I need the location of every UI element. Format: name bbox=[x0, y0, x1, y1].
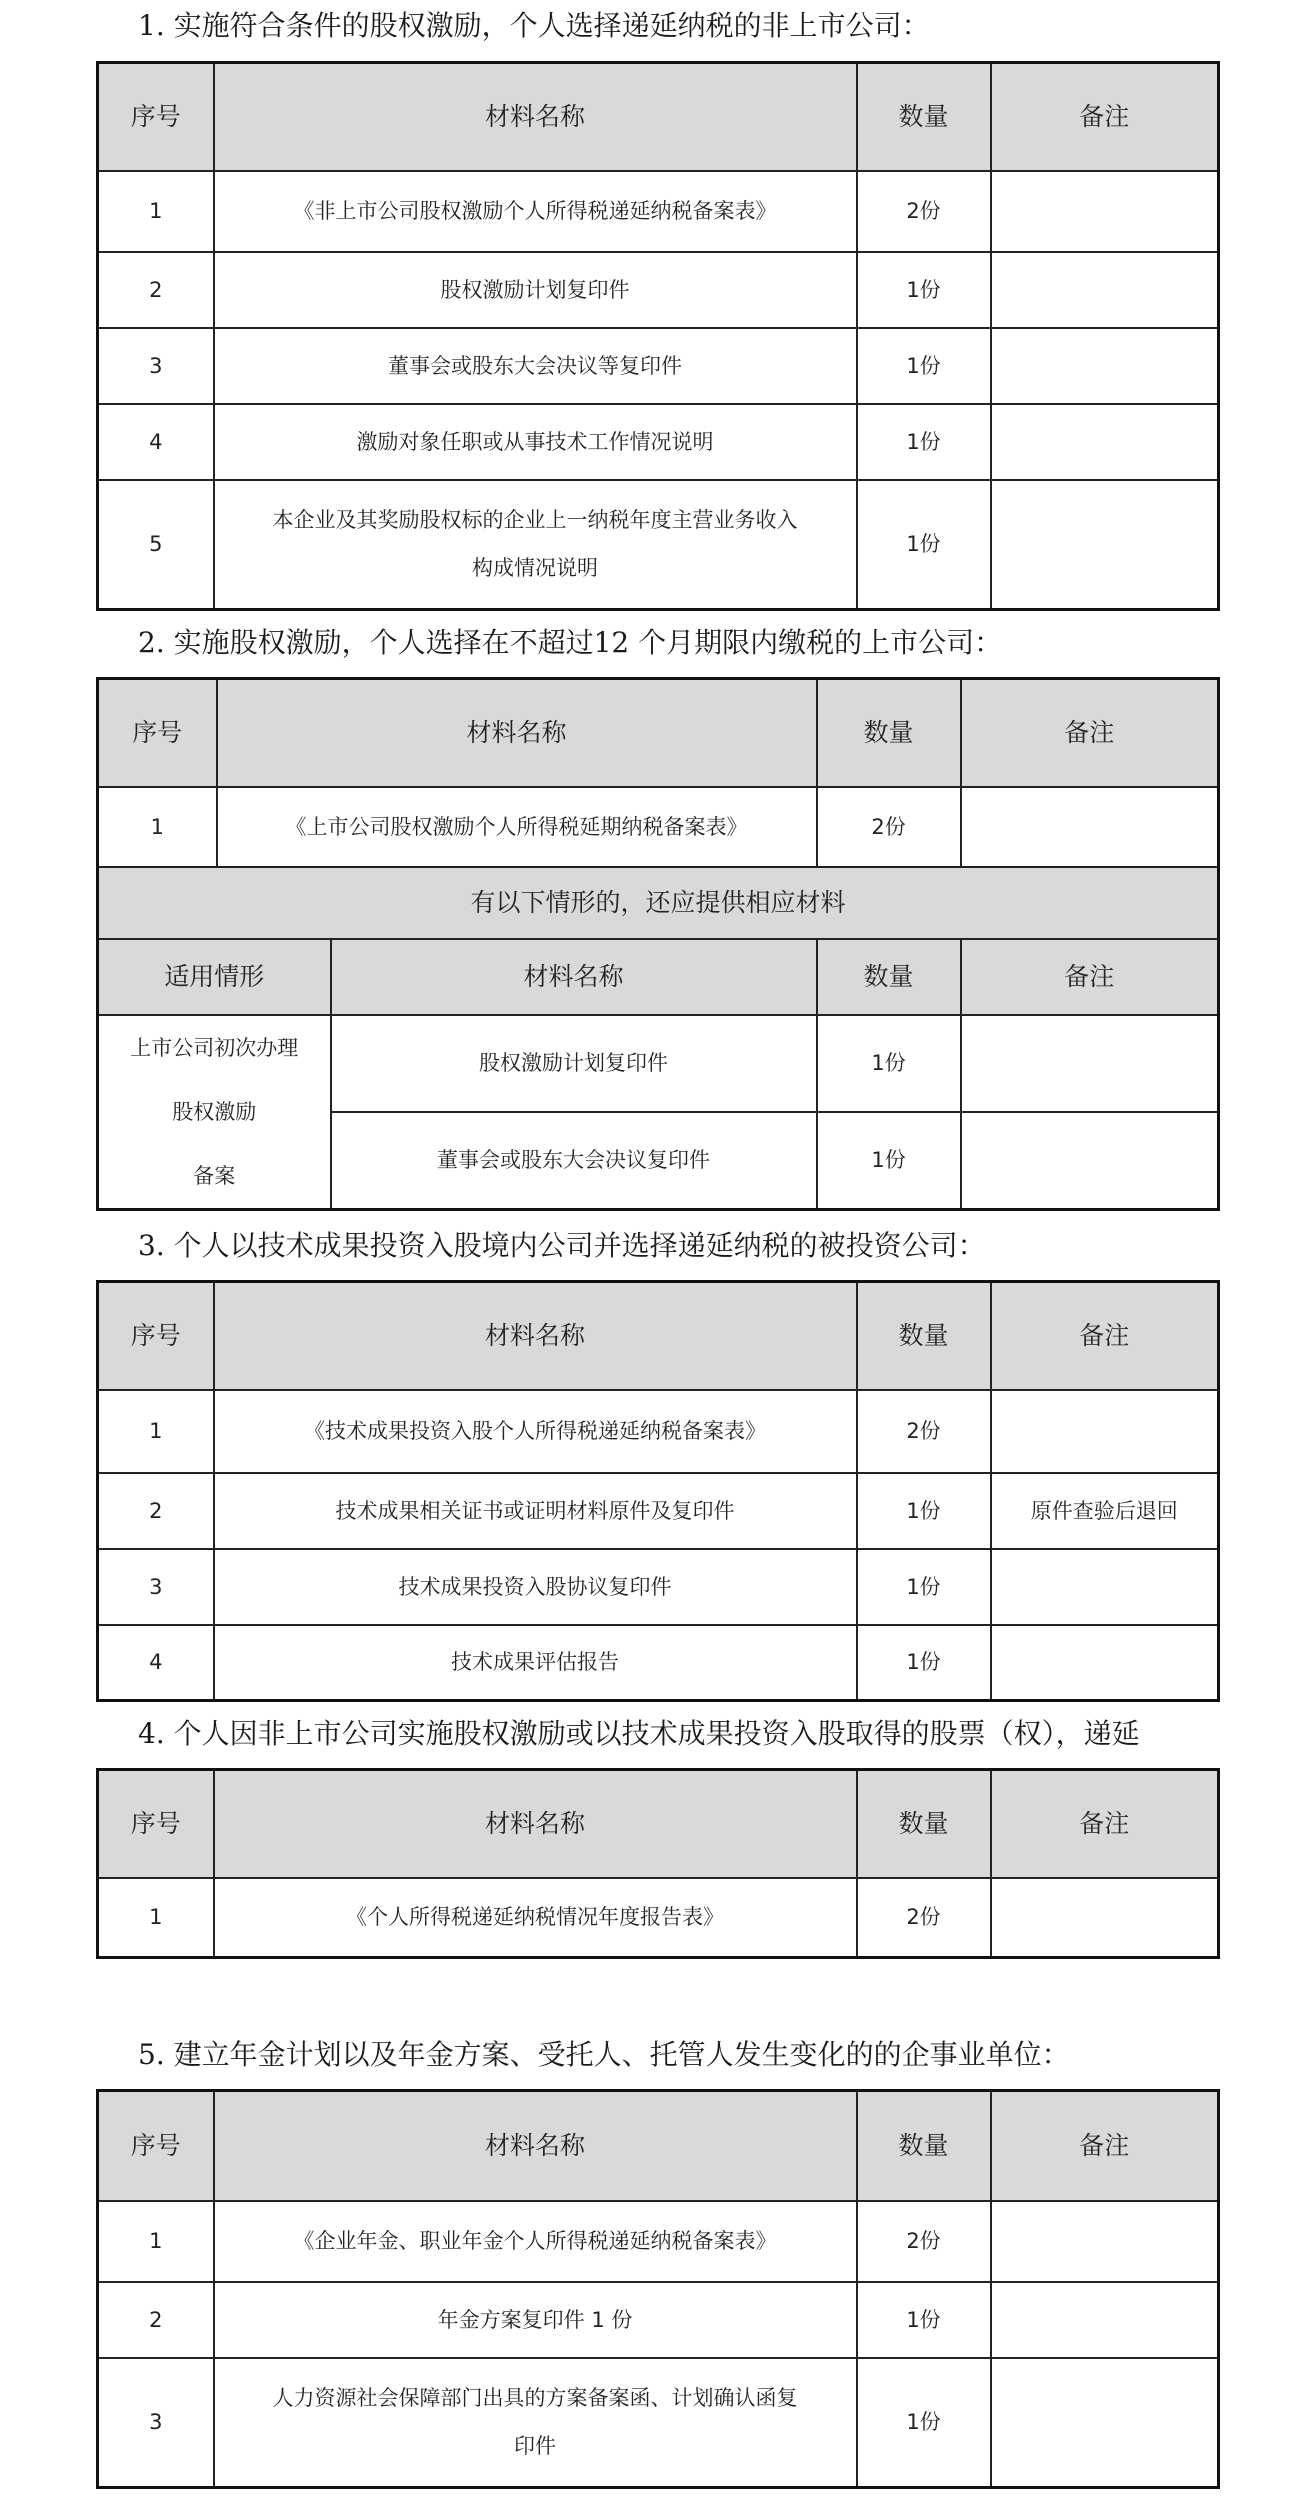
row-qty: 2份 bbox=[857, 1390, 991, 1473]
table-row bbox=[98, 2282, 1219, 2358]
row-note bbox=[991, 1390, 1219, 1473]
row-note bbox=[961, 787, 1219, 867]
row-note bbox=[991, 252, 1219, 328]
row-name: 《上市公司股权激励个人所得税延期纳税备案表》 bbox=[217, 787, 817, 867]
section-3-table bbox=[96, 1280, 1220, 1702]
row-name: 股权激励计划复印件 bbox=[214, 252, 857, 328]
row-qty: 1份 bbox=[857, 404, 991, 480]
row-note bbox=[991, 2358, 1219, 2488]
row-name bbox=[214, 2358, 857, 2488]
table-row bbox=[98, 1878, 1219, 1958]
row-qty: 2份 bbox=[817, 787, 961, 867]
section-2-heading: 2. 实施股权激励，个人选择在不超过12 个月期限内缴税的上市公司： bbox=[138, 626, 1003, 659]
row-qty: 1份 bbox=[857, 480, 991, 610]
table-row bbox=[98, 1390, 1219, 1473]
section-1-table bbox=[96, 61, 1220, 611]
scenario-cell bbox=[98, 1015, 331, 1210]
row-note bbox=[991, 1625, 1219, 1701]
header-qty: 数量 bbox=[857, 1770, 991, 1878]
row-note bbox=[991, 328, 1219, 404]
table-row bbox=[98, 787, 1219, 867]
row-name-line: 本企业及其奖励股权标的企业上一纳税年度主营业务收入 bbox=[272, 508, 798, 533]
scenario-line: 备案 bbox=[193, 1163, 236, 1188]
section-5-heading: 5. 建立年金计划以及年金方案、受托人、托管人发生变化的的企事业单位： bbox=[138, 2038, 1070, 2071]
header-qty: 数量 bbox=[857, 2091, 991, 2201]
row-name-line: 人力资源社会保障部门出具的方案备案函、计划确认函复 bbox=[272, 2386, 798, 2411]
table-row bbox=[98, 328, 1219, 404]
row-note bbox=[991, 2282, 1219, 2358]
row-seq: 1 bbox=[98, 1390, 214, 1473]
row-qty: 1份 bbox=[857, 1473, 991, 1549]
table-header-row bbox=[98, 1282, 1219, 1390]
row-seq: 2 bbox=[98, 2282, 214, 2358]
row-qty: 1份 bbox=[857, 1625, 991, 1701]
row-seq: 1 bbox=[98, 1878, 214, 1958]
row-seq: 1 bbox=[98, 2201, 214, 2282]
table-header-row bbox=[98, 1770, 1219, 1878]
row-seq: 5 bbox=[98, 480, 214, 610]
table-row bbox=[98, 2201, 1219, 2282]
row-note: 原件查验后退回 bbox=[991, 1473, 1219, 1549]
header-seq: 序号 bbox=[98, 679, 217, 787]
section-1-heading: 1. 实施符合条件的股权激励，个人选择递延纳税的非上市公司： bbox=[138, 9, 930, 42]
row-name: 董事会或股东大会决议等复印件 bbox=[214, 328, 857, 404]
row-note bbox=[961, 1112, 1219, 1210]
table-row bbox=[98, 480, 1219, 610]
table-header-row bbox=[98, 679, 1219, 787]
header-name: 材料名称 bbox=[214, 2091, 857, 2201]
section-2-table bbox=[96, 677, 1220, 1211]
row-name: 《技术成果投资入股个人所得税递延纳税备案表》 bbox=[214, 1390, 857, 1473]
header-name: 材料名称 bbox=[217, 679, 817, 787]
table-row bbox=[98, 252, 1219, 328]
row-name-line: 构成情况说明 bbox=[472, 556, 598, 581]
row-name: 股权激励计划复印件 bbox=[331, 1015, 817, 1112]
row-qty: 1份 bbox=[857, 2282, 991, 2358]
header-qty: 数量 bbox=[857, 1282, 991, 1390]
table-row bbox=[98, 171, 1219, 252]
header-name: 材料名称 bbox=[214, 63, 857, 171]
header-seq: 序号 bbox=[98, 2091, 214, 2201]
row-seq: 3 bbox=[98, 2358, 214, 2488]
header-note: 备注 bbox=[991, 2091, 1219, 2201]
row-seq: 3 bbox=[98, 328, 214, 404]
row-name: 《企业年金、职业年金个人所得税递延纳税备案表》 bbox=[214, 2201, 857, 2282]
header-qty: 数量 bbox=[817, 939, 961, 1015]
row-qty: 1份 bbox=[857, 1549, 991, 1625]
scenario-line: 上市公司初次办理 bbox=[130, 1035, 299, 1060]
row-seq: 1 bbox=[98, 171, 214, 252]
table-header-row bbox=[98, 939, 1219, 1015]
row-qty: 1份 bbox=[857, 252, 991, 328]
table-row bbox=[98, 1473, 1219, 1549]
header-note: 备注 bbox=[991, 1282, 1219, 1390]
section-5-table bbox=[96, 2089, 1220, 2489]
row-seq: 4 bbox=[98, 404, 214, 480]
row-note bbox=[991, 1878, 1219, 1958]
row-qty: 2份 bbox=[857, 1878, 991, 1958]
header-scenario: 适用情形 bbox=[98, 939, 331, 1015]
header-name: 材料名称 bbox=[214, 1282, 857, 1390]
header-note: 备注 bbox=[961, 679, 1219, 787]
section-3-heading: 3. 个人以技术成果投资入股境内公司并选择递延纳税的被投资公司： bbox=[138, 1229, 986, 1262]
row-seq: 3 bbox=[98, 1549, 214, 1625]
row-note bbox=[991, 480, 1219, 610]
header-seq: 序号 bbox=[98, 63, 214, 171]
row-note bbox=[991, 171, 1219, 252]
section-4-heading: 4. 个人因非上市公司实施股权激励或以技术成果投资入股取得的股票（权），递延 bbox=[138, 1717, 1140, 1750]
header-note: 备注 bbox=[961, 939, 1219, 1015]
row-name: 年金方案复印件 1 份 bbox=[214, 2282, 857, 2358]
row-name: 技术成果评估报告 bbox=[214, 1625, 857, 1701]
table-row bbox=[98, 1549, 1219, 1625]
header-note: 备注 bbox=[991, 1770, 1219, 1878]
row-name: 技术成果投资入股协议复印件 bbox=[214, 1549, 857, 1625]
table-row bbox=[98, 1015, 1219, 1112]
row-note bbox=[961, 1015, 1219, 1112]
header-name: 材料名称 bbox=[331, 939, 817, 1015]
table-row bbox=[98, 404, 1219, 480]
row-name: 董事会或股东大会决议复印件 bbox=[331, 1112, 817, 1210]
extra-title: 有以下情形的，还应提供相应材料 bbox=[98, 867, 1219, 939]
row-note bbox=[991, 2201, 1219, 2282]
header-note: 备注 bbox=[991, 63, 1219, 171]
table-row bbox=[98, 2358, 1219, 2488]
table-header-row bbox=[98, 2091, 1219, 2201]
row-name: 技术成果相关证书或证明材料原件及复印件 bbox=[214, 1473, 857, 1549]
header-name: 材料名称 bbox=[214, 1770, 857, 1878]
table-row bbox=[98, 1625, 1219, 1701]
row-seq: 2 bbox=[98, 252, 214, 328]
row-seq: 4 bbox=[98, 1625, 214, 1701]
scenario-line: 股权激励 bbox=[172, 1099, 257, 1124]
section-4-table bbox=[96, 1768, 1220, 1959]
header-qty: 数量 bbox=[857, 63, 991, 171]
row-name: 《个人所得税递延纳税情况年度报告表》 bbox=[214, 1878, 857, 1958]
header-qty: 数量 bbox=[817, 679, 961, 787]
row-note bbox=[991, 1549, 1219, 1625]
row-qty: 2份 bbox=[857, 2201, 991, 2282]
header-seq: 序号 bbox=[98, 1282, 214, 1390]
row-qty: 1份 bbox=[857, 2358, 991, 2488]
extra-title-row bbox=[98, 867, 1219, 939]
row-note bbox=[991, 404, 1219, 480]
row-qty: 1份 bbox=[817, 1015, 961, 1112]
row-qty: 1份 bbox=[857, 328, 991, 404]
row-seq: 1 bbox=[98, 787, 217, 867]
row-name: 《非上市公司股权激励个人所得税递延纳税备案表》 bbox=[214, 171, 857, 252]
header-seq: 序号 bbox=[98, 1770, 214, 1878]
row-name-line: 印件 bbox=[514, 2434, 556, 2459]
row-name: 激励对象任职或从事技术工作情况说明 bbox=[214, 404, 857, 480]
row-qty: 2份 bbox=[857, 171, 991, 252]
row-qty: 1份 bbox=[817, 1112, 961, 1210]
row-name bbox=[214, 480, 857, 610]
row-seq: 2 bbox=[98, 1473, 214, 1549]
table-header-row bbox=[98, 63, 1219, 171]
